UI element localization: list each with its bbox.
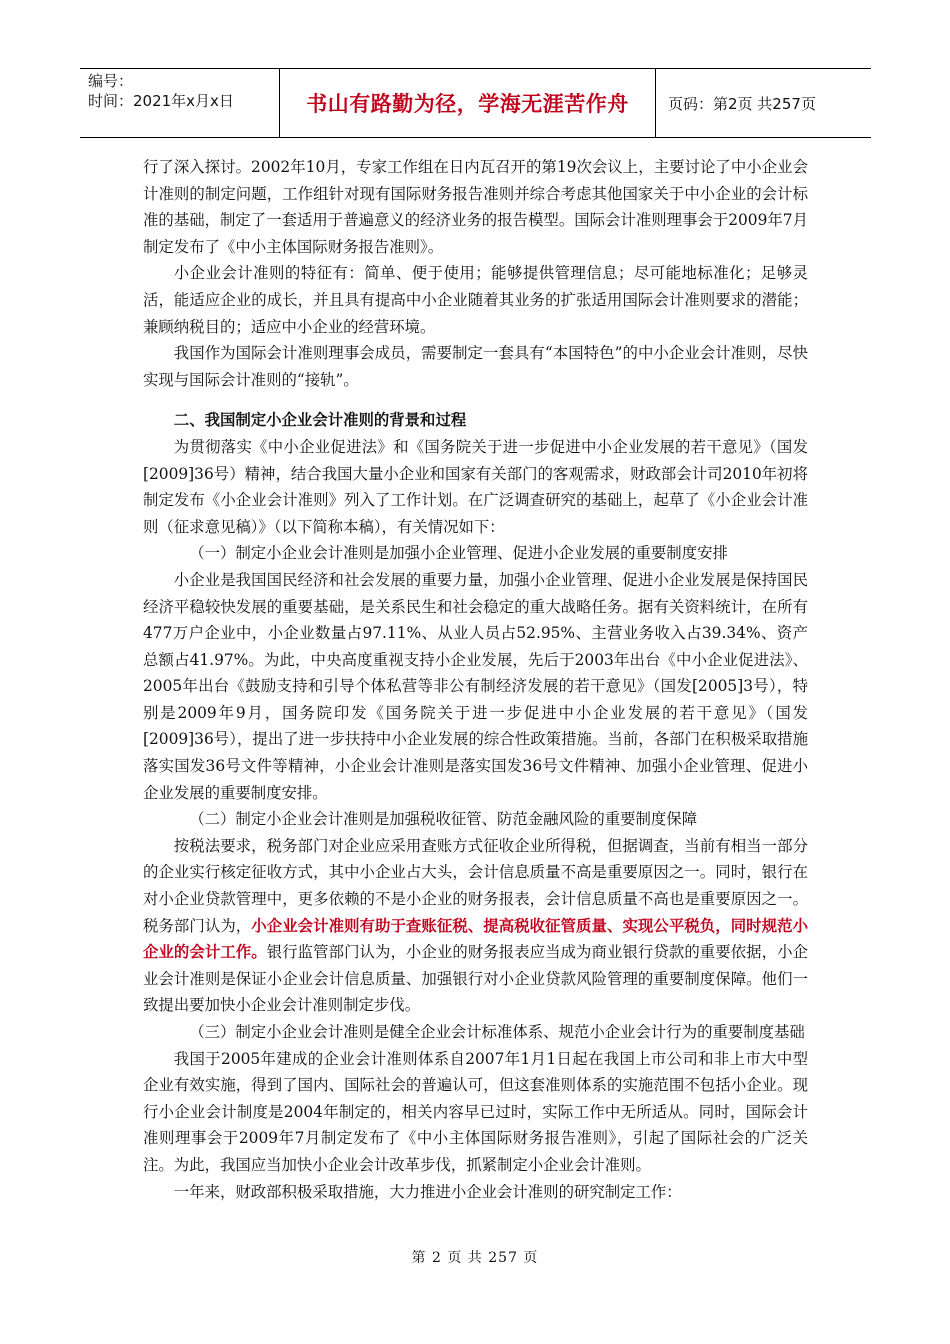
paragraph: 我国于2005年建成的企业会计准则体系自2007年1月1日起在我国上市公司和非上市大中型企业有效实施，得到了国内、国际社会的普遍认可，但这套准则体系的实施范围不包括小企业。现行小企业会计制度是2004年制定的，相关内容早已过时，实际工作中无所适从。同时，国际会计准则理事会于2009年7月制定发布了《中小主体国际财务报告准则》，引起了国际社会的广泛关注。为此，我国应当加快小企业会计改革步伐，抓紧制定小企业会计准则。	[143, 1049, 808, 1174]
paragraph: 为贯彻落实《中小企业促进法》和《国务院关于进一步促进中小企业发展的若干意见》（国发[2009]36号）精神，结合我国大量小企业和国家有关部门的客观需求，财政部会计司2010年初将制定发布《小企业会计准则》列入了工作计划。在广泛调查研究的基础上，起草了《小企业会计准则（征求意见稿）》（以下简称本稿），有关情况如下：	[143, 437, 808, 536]
paragraph-text: 银行监管部门认为，小企业的财务报表应当成为商业银行贷款的重要依据，小企业会计准则是保证小企业会计信息质量、加强银行对小企业贷款风险管理的重要制度保障。他们一致提出要加快小企业会计准则制定步伐。	[143, 943, 808, 1015]
paragraph: 小企业会计准则的特征有：简单、便于使用；能够提供管理信息；尽可能地标准化；足够灵活，能适应企业的成长，并且具有提高中小企业随着其业务的扩张适用国际会计准则要求的潜能；兼顾纳税目的；适应中小企业的经营环境。	[143, 264, 808, 336]
header-meta	[80, 69, 280, 137]
document-time-label: 时间：2021年x月x日	[88, 92, 234, 110]
header-motto: 书山有路勤为径，学海无涯苦作舟	[280, 69, 656, 137]
document-number-label: 编号：	[88, 72, 134, 90]
highlighted-text: 小企业会计准则有助于查账征税、提高税收征管质量、实现公平税负，同时规范小企业的会计工作。	[143, 916, 808, 962]
header-page-info: 页码：第2页 共257页	[668, 94, 816, 113]
page-footer: 第 2 页 共 257 页	[411, 1250, 539, 1266]
subsection-heading: （二）制定小企业会计准则是加强税收征管、防范金融风险的重要制度保障	[189, 810, 698, 829]
paragraph	[143, 833, 808, 1019]
subsection-heading: （一）制定小企业会计准则是加强小企业管理、促进小企业发展的重要制度安排	[189, 544, 728, 563]
paragraph-text: 按税法要求，税务部门对企业应采用查账方式征收企业所得税，但据调查，当前有相当一部分的企业实行核定征收方式，其中小企业占大头，会计信息质量不高是重要原因之一。同时，银行在对小企业贷款管理中，更多依赖的不是小企业的财务报表，会计信息质量不高也是重要原因之一。税务部门认为，	[143, 836, 808, 935]
subsection-heading: （三）制定小企业会计准则是健全企业会计标准体系、规范小企业会计行为的重要制度基础	[189, 1023, 805, 1041]
section-heading: 二、我国制定小企业会计准则的背景和过程	[173, 411, 467, 430]
document-body	[143, 154, 808, 1205]
paragraph: 一年来，财政部积极采取措施，大力推进小企业会计准则的研究制定工作：	[173, 1182, 682, 1201]
paragraph: 行了深入探讨。2002年10月，专家工作组在日内瓦召开的第19次会议上，主要讨论了中小企业会计准则的制定问题，工作组针对现有国际财务报告准则并综合考虑其他国家关于中小企业的会计标准的基础，制定了一套适用于普遍意义的经济业务的报告模型。国际会计准则理事会于2009年7月制定发布了《中小主体国际财务报告准则》。	[143, 158, 808, 256]
paragraph: 我国作为国际会计准则理事会成员，需要制定一套具有“本国特色”的中小企业会计准则，尽快实现与国际会计准则的“接轨”。	[143, 344, 808, 389]
page-header	[80, 68, 871, 138]
paragraph: 小企业是我国国民经济和社会发展的重要力量，加强小企业管理、促进小企业发展是保持国民经济平稳较快发展的重要基础，是关系民生和社会稳定的重大战略任务。据有关资料统计，在所有477万户企业中，小企业数量占97.11%、从业人员占52.95%、主营业务收入占39.34%、资产总额占41.97%。为此，中央高度重视支持小企业发展，先后于2003年出台《中小企业促进法》、2005年出台《鼓励支持和引导个体私营等非公有制经济发展的若干意见》（国发[2005]3号），特别是2009年9月，国务院印发《国务院关于进一步促进中小企业发展的若干意见》（国发[2009]36号），提出了进一步扶持中小企业发展的综合性政策措施。当前，各部门在积极采取措施落实国发36号文件等精神，小企业会计准则是落实国发36号文件精神、加强小企业管理、促进小企业发展的重要制度安排。	[143, 570, 808, 802]
